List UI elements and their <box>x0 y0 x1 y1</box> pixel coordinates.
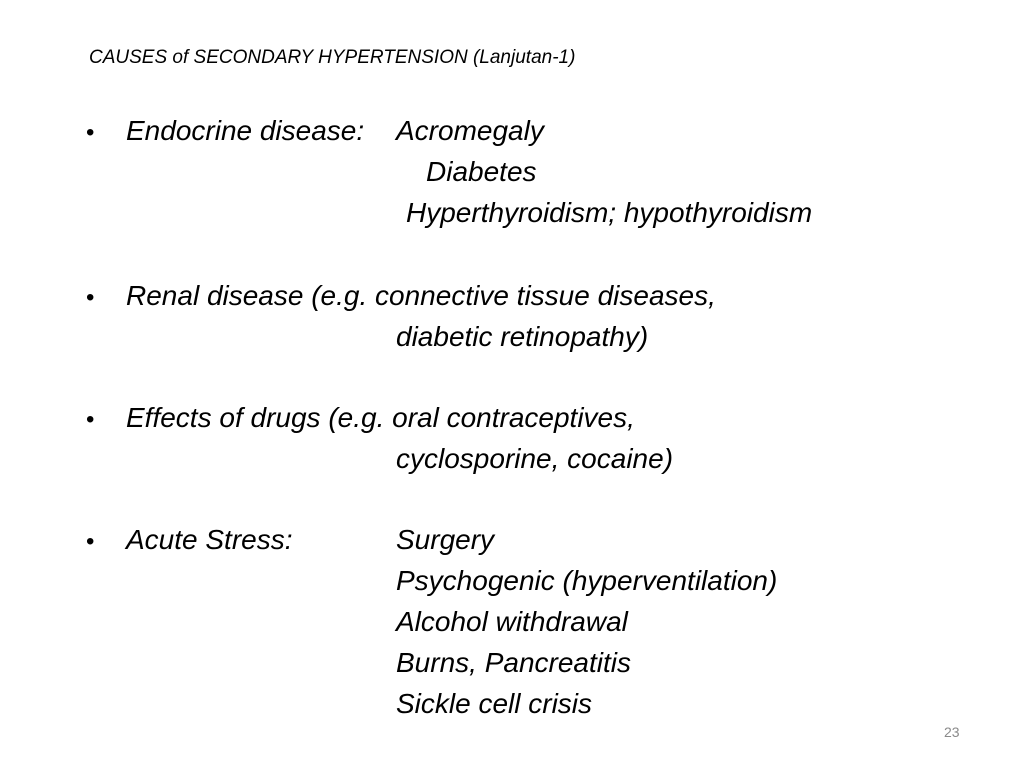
renal-line-1: Renal disease (e.g. connective tissue diseases, <box>126 280 716 311</box>
renal-line-2: diabetic retinopathy) <box>396 321 649 352</box>
slide-number: 23 <box>944 724 960 740</box>
bullet-icon: • <box>86 284 95 311</box>
bullet-icon: • <box>86 406 95 433</box>
slide-title: CAUSES of SECONDARY HYPERTENSION (Lanjutan-1) <box>89 47 576 68</box>
endocrine-item-thyroid: Hyperthyroidism; hypothyroidism <box>406 197 813 228</box>
stress-label: Acute Stress: <box>126 524 293 555</box>
stress-item-psychogenic: Psychogenic (hyperventilation) <box>396 565 778 596</box>
endocrine-item-acromegaly: Acromegaly <box>396 115 544 146</box>
bullet-icon: • <box>86 119 95 146</box>
stress-item-burns: Burns, Pancreatitis <box>396 647 631 678</box>
endocrine-item-diabetes: Diabetes <box>426 156 537 187</box>
stress-item-surgery: Surgery <box>396 524 495 555</box>
endocrine-label: Endocrine disease: <box>126 115 365 146</box>
drugs-line-1: Effects of drugs (e.g. oral contraceptives, <box>126 402 635 433</box>
stress-item-sickle-cell: Sickle cell crisis <box>396 688 593 719</box>
stress-item-alcohol: Alcohol withdrawal <box>396 606 628 637</box>
bullet-icon: • <box>86 528 95 555</box>
drugs-line-2: cyclosporine, cocaine) <box>396 443 674 474</box>
